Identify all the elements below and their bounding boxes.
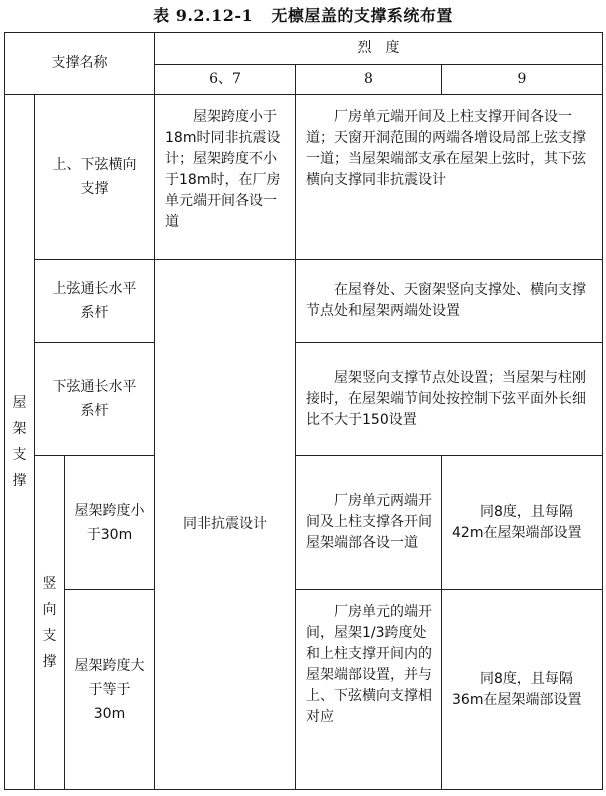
- cell-upper-tie-8-9: 在屋脊处、天窗架竖向支撑处、横向支撑节点处和屋架两端处设置: [296, 260, 603, 343]
- header-intensity-6-7: 6、7: [155, 65, 296, 95]
- header-intensity-9: 9: [442, 65, 603, 95]
- row-name-span-lt30: 屋架跨度小于30m: [65, 456, 155, 590]
- header-intensity-8: 8: [296, 65, 442, 95]
- caption-title: 无檩屋盖的支撑系统布置: [271, 6, 453, 25]
- header-row-1: [5, 33, 603, 65]
- table-row-upper-lower-chord: [5, 95, 603, 260]
- group-roof-truss-bracing: 屋架支撑: [5, 95, 35, 790]
- table-row-upper-tie: [5, 260, 603, 343]
- cell-span-ge30-9: 同8度，且每隔36m在屋架端部设置: [442, 590, 603, 790]
- bracing-table: [4, 32, 603, 790]
- cell-span-ge30-8: 厂房单元的端开间，屋架1/3跨度处和上柱支撑开间内的屋架端部设置，并与上、下弦横向支撑相对应: [296, 590, 442, 790]
- row-name-span-ge30: 屋架跨度大于等于30m: [65, 590, 155, 790]
- row-name-lower-tie: 下弦通长水平系杆: [35, 343, 155, 456]
- caption-prefix: 表: [153, 6, 176, 25]
- table-row-span-lt30: [5, 456, 603, 590]
- cell-upper-lower-chord-8-9: 厂房单元端开间及上柱支撑开间各设一道；天窗开洞范围的两端各增设局部上弦支撑一道；当屋架端部支承在屋架上弦时，其下弦横向支撑同非抗震设计: [296, 95, 603, 260]
- caption-number: 9.2.12-1: [175, 6, 254, 25]
- table-row-span-ge30: [5, 590, 603, 790]
- cell-upper-lower-chord-6-7: 屋架跨度小于18m时同非抗震设计；屋架跨度不小于18m时，在厂房单元端开间各设一道: [155, 95, 296, 260]
- group-vertical-bracing: 竖向支撑: [35, 456, 65, 790]
- header-bracing-name: 支撑名称: [5, 33, 155, 95]
- cell-lower-tie-8-9: 屋架竖向支撑节点处设置；当屋架与柱刚接时，在屋架端节间处按控制下弦平面外长细比不大于150设置: [296, 343, 603, 456]
- cell-merged-non-seismic: 同非抗震设计: [155, 260, 296, 790]
- cell-span-lt30-9: 同8度，且每隔42m在屋架端部设置: [442, 456, 603, 590]
- table-caption: [0, 2, 606, 30]
- table-row-lower-tie: [5, 343, 603, 456]
- cell-span-lt30-8: 厂房单元两端开间及上柱支撑各开间屋架端部各设一道: [296, 456, 442, 590]
- row-name-upper-lower-chord: 上、下弦横向支撑: [35, 95, 155, 260]
- row-name-upper-tie: 上弦通长水平系杆: [35, 260, 155, 343]
- header-intensity-group: 烈 度: [155, 33, 603, 65]
